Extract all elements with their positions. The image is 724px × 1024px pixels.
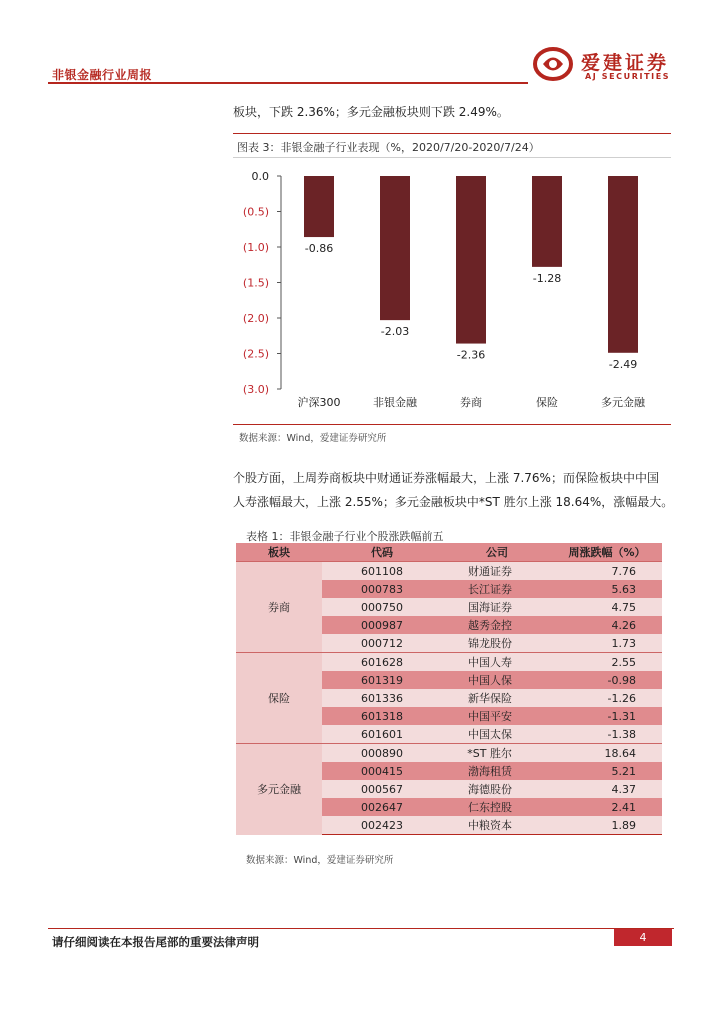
code-cell: 002423: [322, 816, 442, 835]
change-cell: 2.41: [552, 798, 662, 816]
code-cell: 601318: [322, 707, 442, 725]
bar-data-label: -2.03: [380, 325, 410, 339]
company-cell: 国海证券: [442, 598, 552, 616]
intro-paragraph: 板块，下跌 2.36%；多元金融板块则下跌 2.49%。: [233, 105, 509, 119]
subindustry-performance-chart: [233, 163, 671, 421]
change-cell: -1.31: [552, 707, 662, 725]
change-cell: 4.75: [552, 598, 662, 616]
chart-top-rule: [233, 133, 671, 134]
page-number: 4: [614, 929, 672, 946]
stock-paragraph: [233, 466, 673, 514]
y-axis-tick-label: (0.5): [242, 205, 269, 219]
bar: [608, 176, 638, 353]
company-cell: 中粮资本: [442, 816, 552, 835]
company-cell: 中国太保: [442, 725, 552, 744]
company-cell: *ST 胜尔: [442, 744, 552, 763]
code-cell: 000750: [322, 598, 442, 616]
header-divider: [48, 82, 528, 84]
change-cell: -0.98: [552, 671, 662, 689]
change-cell: 18.64: [552, 744, 662, 763]
x-axis-category-label: 券商: [460, 396, 482, 409]
table-row: [236, 653, 662, 672]
company-cell: 渤海租赁: [442, 762, 552, 780]
code-cell: 002647: [322, 798, 442, 816]
company-cell: 越秀金控: [442, 616, 552, 634]
code-cell: 000890: [322, 744, 442, 763]
change-cell: 2.55: [552, 653, 662, 672]
change-cell: -1.38: [552, 725, 662, 744]
stock-paragraph-line-1: 个股方面，上周券商板块中财通证券涨幅最大，上涨 7.76%；而保险板块中中国: [233, 471, 659, 485]
bar: [532, 176, 562, 267]
change-cell: 5.63: [552, 580, 662, 598]
code-cell: 000712: [322, 634, 442, 653]
code-cell: 601108: [322, 562, 442, 581]
footer-disclaimer: 请仔细阅读在本报告尾部的重要法律声明: [52, 935, 259, 949]
top-movers-table: [236, 543, 662, 835]
change-cell: 4.37: [552, 780, 662, 798]
y-axis-tick-label: (1.0): [242, 241, 269, 254]
chart-title: 图表 3：非银金融子行业表现（%，2020/7/20-2020/7/24）: [237, 141, 540, 154]
sector-cell: 保险: [236, 653, 322, 744]
y-axis-tick-label: 0.0: [251, 170, 269, 183]
code-cell: 601601: [322, 725, 442, 744]
code-cell: 000783: [322, 580, 442, 598]
x-axis-category-label: 沪深300: [297, 396, 341, 409]
table-header-row: [236, 543, 662, 562]
code-cell: 000987: [322, 616, 442, 634]
sector-cell: 券商: [236, 562, 322, 653]
x-axis-category-label: 保险: [536, 396, 558, 409]
y-axis-tick-label: (3.0): [242, 383, 269, 396]
company-cell: 海德股份: [442, 780, 552, 798]
code-cell: 000567: [322, 780, 442, 798]
bar-data-label: -2.49: [608, 357, 638, 371]
bar: [380, 176, 410, 320]
x-axis-category-label: 多元金融: [601, 396, 645, 409]
company-cell: 仁东控股: [442, 798, 552, 816]
code-cell: 000415: [322, 762, 442, 780]
y-axis-tick-label: (2.0): [242, 312, 269, 325]
footer-divider: [48, 928, 674, 929]
table-source-note: 数据来源：Wind，爱建证券研究所: [246, 855, 394, 866]
table-row: [236, 562, 662, 581]
code-cell: 601336: [322, 689, 442, 707]
code-cell: 601628: [322, 653, 442, 672]
bar: [456, 176, 486, 344]
change-cell: 5.21: [552, 762, 662, 780]
company-logo-icon: [533, 47, 573, 81]
chart-title-rule: [233, 157, 671, 158]
report-header-title: 非银金融行业周报: [52, 68, 153, 82]
company-cell: 中国人保: [442, 671, 552, 689]
table-row: [236, 744, 662, 763]
table-title: 表格 1：非银金融子行业个股涨跌幅前五: [246, 530, 444, 543]
change-cell: 1.73: [552, 634, 662, 653]
chart-bottom-rule: [233, 424, 671, 425]
change-cell: -1.26: [552, 689, 662, 707]
code-cell: 601319: [322, 671, 442, 689]
bar-data-label: -2.36: [456, 348, 486, 362]
company-cell: 财通证券: [442, 562, 552, 581]
change-cell: 4.26: [552, 616, 662, 634]
logo-name-cn: 爱建证券: [581, 52, 670, 74]
logo-name-en: AJ SECURITIES: [585, 72, 671, 81]
col-header-change: 周涨跌幅（%）: [552, 543, 662, 562]
col-header-code: 代码: [322, 543, 442, 562]
bar-data-label: -0.86: [304, 242, 334, 256]
x-axis-category-label: 非银金融: [373, 396, 417, 409]
company-cell: 中国人寿: [442, 653, 552, 672]
col-header-sector: 板块: [236, 543, 322, 562]
chart-source-note: 数据来源：Wind，爱建证券研究所: [239, 433, 387, 444]
col-header-company: 公司: [442, 543, 552, 562]
bar-data-label: -1.28: [532, 271, 562, 285]
company-cell: 新华保险: [442, 689, 552, 707]
y-axis-tick-label: (2.5): [242, 347, 269, 361]
company-cell: 长江证券: [442, 580, 552, 598]
company-cell: 中国平安: [442, 707, 552, 725]
company-cell: 锦龙股份: [442, 634, 552, 653]
bar: [304, 176, 334, 237]
change-cell: 1.89: [552, 816, 662, 835]
y-axis-tick-label: (1.5): [242, 276, 269, 290]
stock-paragraph-line-2: 人寿涨幅最大，上涨 2.55%；多元金融板块中*ST 胜尔上涨 18.64%，涨幅最大。: [233, 495, 674, 509]
change-cell: 7.76: [552, 562, 662, 581]
sector-cell: 多元金融: [236, 744, 322, 835]
table-body: [236, 562, 662, 835]
